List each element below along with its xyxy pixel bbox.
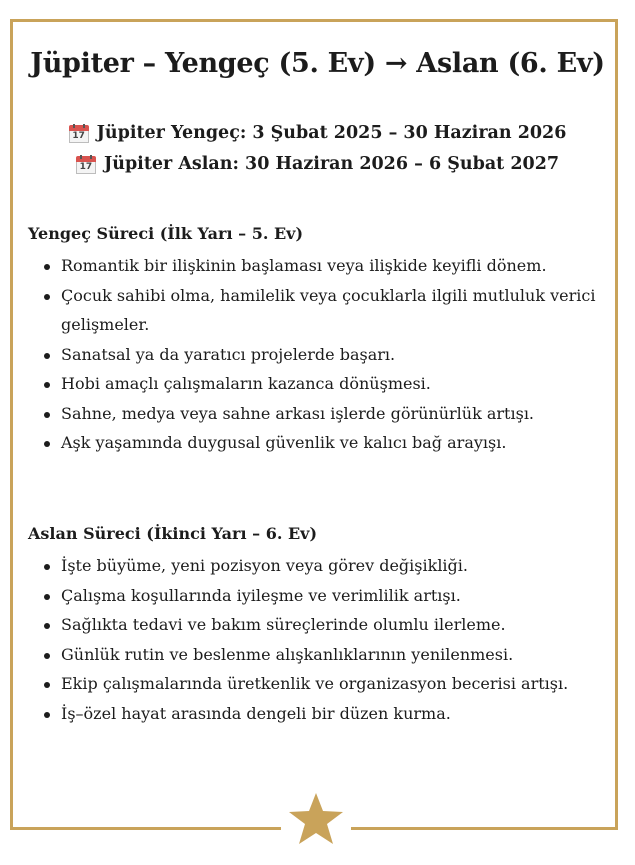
date-range-text: Jüpiter Yengeç: 3 Şubat 2025 – 30 Haziran 2026 — [96, 123, 567, 143]
list-item: Sanatsal ya da yaratıcı projelerde başarı. — [28, 340, 613, 370]
bullet-icon — [44, 594, 50, 600]
list-item: Ekip çalışmalarında üretkenlik ve organizasyon becerisi artışı. — [28, 669, 613, 699]
list-item: Sahne, medya veya sahne arkası işlerde görünürlük artışı. — [28, 399, 613, 429]
section-cancer — [28, 223, 613, 458]
bullet-icon — [44, 264, 50, 270]
date-ranges — [0, 118, 635, 180]
section-heading: Yengeç Süreci (İlk Yarı – 5. Ev) — [28, 224, 304, 243]
bullet-icon — [44, 682, 50, 688]
section-leo — [28, 523, 613, 728]
bullet-icon — [44, 623, 50, 629]
date-range-text: Jüpiter Aslan: 30 Haziran 2026 – 6 Şubat 2027 — [103, 154, 560, 174]
bullet-icon — [44, 441, 50, 447]
list-item: Hobi amaçlı çalışmaların kazanca dönüşmesi. — [28, 369, 613, 399]
list-item: Romantik bir ilişkinin başlaması veya ilişkide keyifli dönem. — [28, 251, 613, 281]
bullet-icon — [44, 653, 50, 659]
star-icon — [281, 788, 351, 850]
list-item: Çalışma koşullarında iyileşme ve verimlilik artışı. — [28, 581, 613, 611]
calendar-icon: 17 — [69, 124, 89, 144]
bullet-icon — [44, 564, 50, 570]
bullet-icon — [44, 353, 50, 359]
bullet-icon — [44, 412, 50, 418]
list-item: İşte büyüme, yeni pozisyon veya görev değişikliği. — [28, 551, 613, 581]
bullet-list — [28, 251, 613, 458]
list-item: Çocuk sahibi olma, hamilelik veya çocuklarla ilgili mutluluk verici gelişmeler. — [28, 281, 613, 340]
list-item: İş–özel hayat arasında dengeli bir düzen kurma. — [28, 699, 613, 729]
list-item: Günlük rutin ve beslenme alışkanlıklarının yenilenmesi. — [28, 640, 613, 670]
bullet-list — [28, 551, 613, 728]
list-item: Sağlıkta tedavi ve bakım süreçlerinde olumlu ilerleme. — [28, 610, 613, 640]
section-heading: Aslan Süreci (İkinci Yarı – 6. Ev) — [28, 524, 318, 543]
list-item: Aşk yaşamında duygusal güvenlik ve kalıcı bağ arayışı. — [28, 428, 613, 458]
calendar-icon: 17 — [76, 155, 96, 175]
date-line-cancer — [0, 118, 635, 149]
bullet-icon — [44, 712, 50, 718]
date-line-leo — [0, 149, 635, 180]
bullet-icon — [44, 382, 50, 388]
bullet-icon — [44, 294, 50, 300]
page-title: Jüpiter – Yengeç (5. Ev) → Aslan (6. Ev) — [30, 48, 605, 79]
